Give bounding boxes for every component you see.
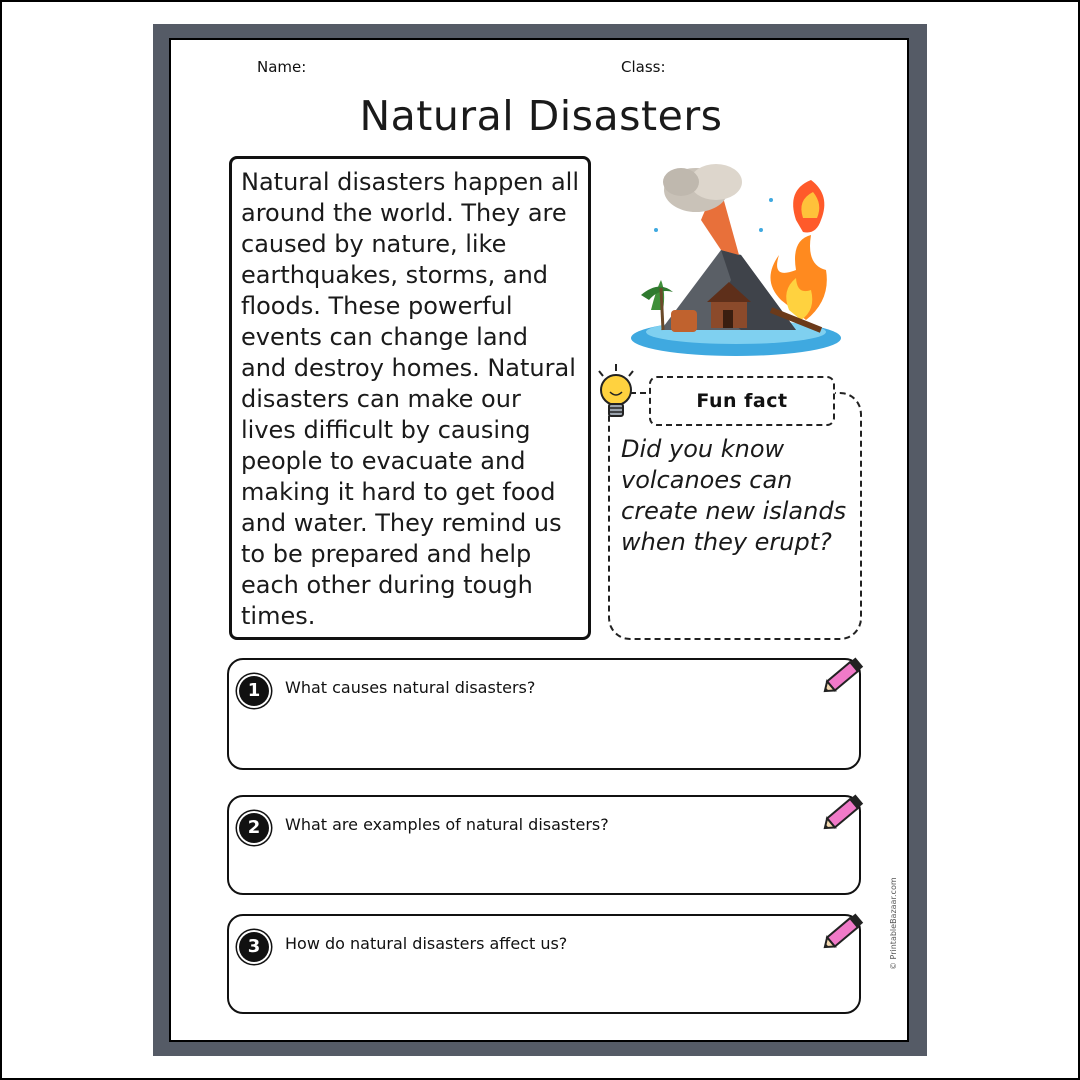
pencil-icon — [819, 789, 869, 835]
question-number-badge: 3 — [239, 932, 269, 962]
question-number-badge: 2 — [239, 813, 269, 843]
reading-passage-box — [229, 156, 591, 640]
pencil-icon — [819, 908, 869, 954]
question-number-badge: 1 — [239, 676, 269, 706]
fun-fact-heading: Fun fact — [649, 376, 835, 426]
page-title: Natural Disasters — [359, 92, 723, 140]
question-box-1[interactable] — [227, 658, 861, 770]
copyright-credit: © PrintableBazaar.com — [889, 877, 898, 970]
pencil-icon — [819, 652, 869, 698]
worksheet-page — [169, 38, 909, 1042]
question-text: What are examples of natural disasters? — [285, 815, 609, 834]
question-text: What causes natural disasters? — [285, 678, 536, 697]
lightbulb-icon — [591, 362, 641, 426]
volcano-disaster-illustration — [621, 160, 851, 360]
name-label: Name: — [257, 58, 307, 76]
question-box-3[interactable] — [227, 914, 861, 1014]
fun-fact-text: Did you know volcanoes can create new islands when they erupt? — [621, 435, 847, 556]
question-box-2[interactable] — [227, 795, 861, 895]
reading-passage-text: Natural disasters happen all around the world. They are caused by nature, like earthquakes, storms, and floods. These powerful events can change land and destroy homes. Natural disasters can make our lives difficult by causing people to evacuate and making it hard to get food and water. They remind us to be prepared and help each other during tough times. — [241, 168, 579, 630]
class-label: Class: — [621, 58, 666, 76]
question-text: How do natural disasters affect us? — [285, 934, 568, 953]
